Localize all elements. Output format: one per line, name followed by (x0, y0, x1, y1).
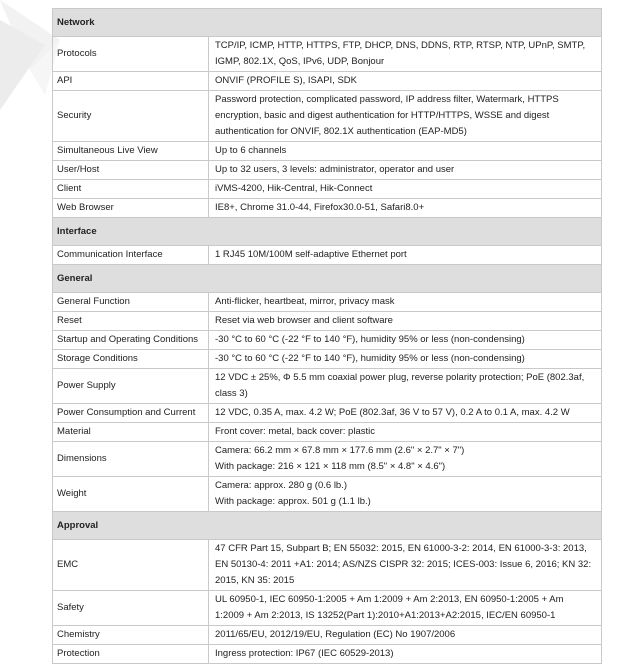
spec-label: Client (53, 180, 209, 199)
spec-value-line: Camera: approx. 280 g (0.6 lb.) (215, 480, 348, 491)
spec-row (53, 161, 602, 180)
spec-value (209, 72, 602, 91)
spec-value-line: Camera: 66.2 mm × 67.8 mm × 177.6 mm (2.6" × 2.7" × 7") (215, 445, 465, 456)
spec-value-line: UL 60950-1, IEC 60950-1:2005 + Am 1:2009 + Am 2:2013, EN 60950-1:2005 + Am (215, 594, 564, 605)
section-title: General (53, 265, 602, 293)
spec-value-line: 47 CFR Part 15, Subpart B; EN 55032: 2015, EN 61000-3-2: 2014, EN 61000-3-3: 2013, (215, 543, 587, 554)
spec-label: Dimensions (53, 442, 209, 477)
spec-value (209, 312, 602, 331)
spec-value (209, 180, 602, 199)
spec-value-line: iVMS-4200, Hik-Central, Hik-Connect (215, 183, 373, 194)
spec-label: Startup and Operating Conditions (53, 331, 209, 350)
spec-value (209, 37, 602, 72)
spec-label: Protocols (53, 37, 209, 72)
spec-value (209, 293, 602, 312)
spec-value-line: With package: 216 × 121 × 118 mm (8.5" × 4.8" × 4.6") (215, 461, 446, 472)
spec-row (53, 72, 602, 91)
spec-value-line: Ingress protection: IP67 (IEC 60529-2013) (215, 648, 394, 659)
spec-value (209, 91, 602, 142)
spec-value-line: encryption, basic and digest authentication for HTTP/HTTPS, WSSE and digest (215, 110, 550, 121)
spec-value-line: EN 50130-4: 2011 +A1: 2014; AS/NZS CISPR 32: 2015; ICES-003: Issue 6, 2016; KN 32: (215, 559, 592, 570)
spec-row (53, 423, 602, 442)
spec-label: User/Host (53, 161, 209, 180)
spec-label: Communication Interface (53, 246, 209, 265)
spec-row (53, 442, 602, 477)
spec-row (53, 331, 602, 350)
spec-label: Web Browser (53, 199, 209, 218)
spec-value-line: IGMP, 802.1X, QoS, IPv6, UDP, Bonjour (215, 56, 385, 67)
section-header-row (53, 265, 602, 293)
spec-value-line: Anti-flicker, heartbeat, mirror, privacy mask (215, 296, 395, 307)
spec-value (209, 246, 602, 265)
spec-value-line: Front cover: metal, back cover: plastic (215, 426, 375, 437)
spec-label: Chemistry (53, 626, 209, 645)
spec-value-line: Reset via web browser and client software (215, 315, 393, 326)
spec-row (53, 293, 602, 312)
spec-label: General Function (53, 293, 209, 312)
spec-value-line: 1 RJ45 10M/100M self-adaptive Ethernet port (215, 249, 407, 260)
spec-row (53, 626, 602, 645)
spec-label: Material (53, 423, 209, 442)
spec-row (53, 477, 602, 512)
decorative-shape (0, 0, 60, 120)
spec-label: Weight (53, 477, 209, 512)
spec-value (209, 199, 602, 218)
spec-label: Security (53, 91, 209, 142)
spec-row (53, 199, 602, 218)
spec-value-line: 2011/65/EU, 2012/19/EU, Regulation (EC) No 1907/2006 (215, 629, 456, 640)
section-title: Network (53, 9, 602, 37)
spec-table (52, 8, 602, 664)
spec-value (209, 142, 602, 161)
spec-row (53, 404, 602, 423)
spec-row (53, 37, 602, 72)
spec-value-line: IE8+, Chrome 31.0-44, Firefox30.0-51, Safari8.0+ (215, 202, 425, 213)
spec-value-line: class 3) (215, 388, 248, 399)
spec-row (53, 91, 602, 142)
spec-label: Safety (53, 591, 209, 626)
spec-value-line: Up to 32 users, 3 levels: administrator, operator and user (215, 164, 455, 175)
spec-label: Power Supply (53, 369, 209, 404)
spec-row (53, 246, 602, 265)
spec-value (209, 626, 602, 645)
spec-label: API (53, 72, 209, 91)
spec-row (53, 180, 602, 199)
section-title: Interface (53, 218, 602, 246)
section-title: Approval (53, 512, 602, 540)
spec-value-line: Up to 6 channels (215, 145, 287, 156)
spec-value (209, 331, 602, 350)
spec-row (53, 369, 602, 404)
spec-value-line: 12 VDC ± 25%, Φ 5.5 mm coaxial power plug, reverse polarity protection; PoE (802.3af, (215, 372, 585, 383)
spec-value (209, 161, 602, 180)
spec-value-line: TCP/IP, ICMP, HTTP, HTTPS, FTP, DHCP, DNS, DDNS, RTP, RTSP, NTP, UPnP, SMTP, (215, 40, 586, 51)
spec-value-line: -30 °C to 60 °C (-22 °F to 140 °F), humidity 95% or less (non-condensing) (215, 334, 525, 345)
spec-value-line: -30 °C to 60 °C (-22 °F to 140 °F), humidity 95% or less (non-condensing) (215, 353, 525, 364)
spec-value-line: With package: approx. 501 g (1.1 lb.) (215, 496, 371, 507)
spec-value (209, 442, 602, 477)
spec-value (209, 369, 602, 404)
spec-value (209, 591, 602, 626)
spec-value-line: ONVIF (PROFILE S), ISAPI, SDK (215, 75, 357, 86)
spec-value (209, 423, 602, 442)
spec-label: Storage Conditions (53, 350, 209, 369)
spec-value (209, 350, 602, 369)
spec-value-line: authentication for ONVIF, 802.1X authentication (EAP-MD5) (215, 126, 467, 137)
spec-label: Power Consumption and Current (53, 404, 209, 423)
spec-row (53, 540, 602, 591)
spec-label: EMC (53, 540, 209, 591)
spec-value-line: 2015, KN 35: 2015 (215, 575, 295, 586)
spec-row (53, 142, 602, 161)
spec-label: Reset (53, 312, 209, 331)
spec-value-line: 12 VDC, 0.35 A, max. 4.2 W; PoE (802.3af, 36 V to 57 V), 0.2 A to 0.1 A, max. 4.2 W (215, 407, 570, 418)
spec-label: Protection (53, 645, 209, 664)
spec-value (209, 540, 602, 591)
spec-value (209, 477, 602, 512)
spec-value (209, 404, 602, 423)
spec-row (53, 645, 602, 664)
spec-label: Simultaneous Live View (53, 142, 209, 161)
spec-value-line: 1:2009 + Am 2:2013, IS 13252(Part 1):2010+A1:2013+A2:2015, IEC/EN 60950-1 (215, 610, 556, 621)
spec-value (209, 645, 602, 664)
spec-value-line: Password protection, complicated password, IP address filter, Watermark, HTTPS (215, 94, 559, 105)
section-header-row (53, 512, 602, 540)
spec-row (53, 312, 602, 331)
section-header-row (53, 9, 602, 37)
spec-row (53, 591, 602, 626)
spec-row (53, 350, 602, 369)
section-header-row (53, 218, 602, 246)
